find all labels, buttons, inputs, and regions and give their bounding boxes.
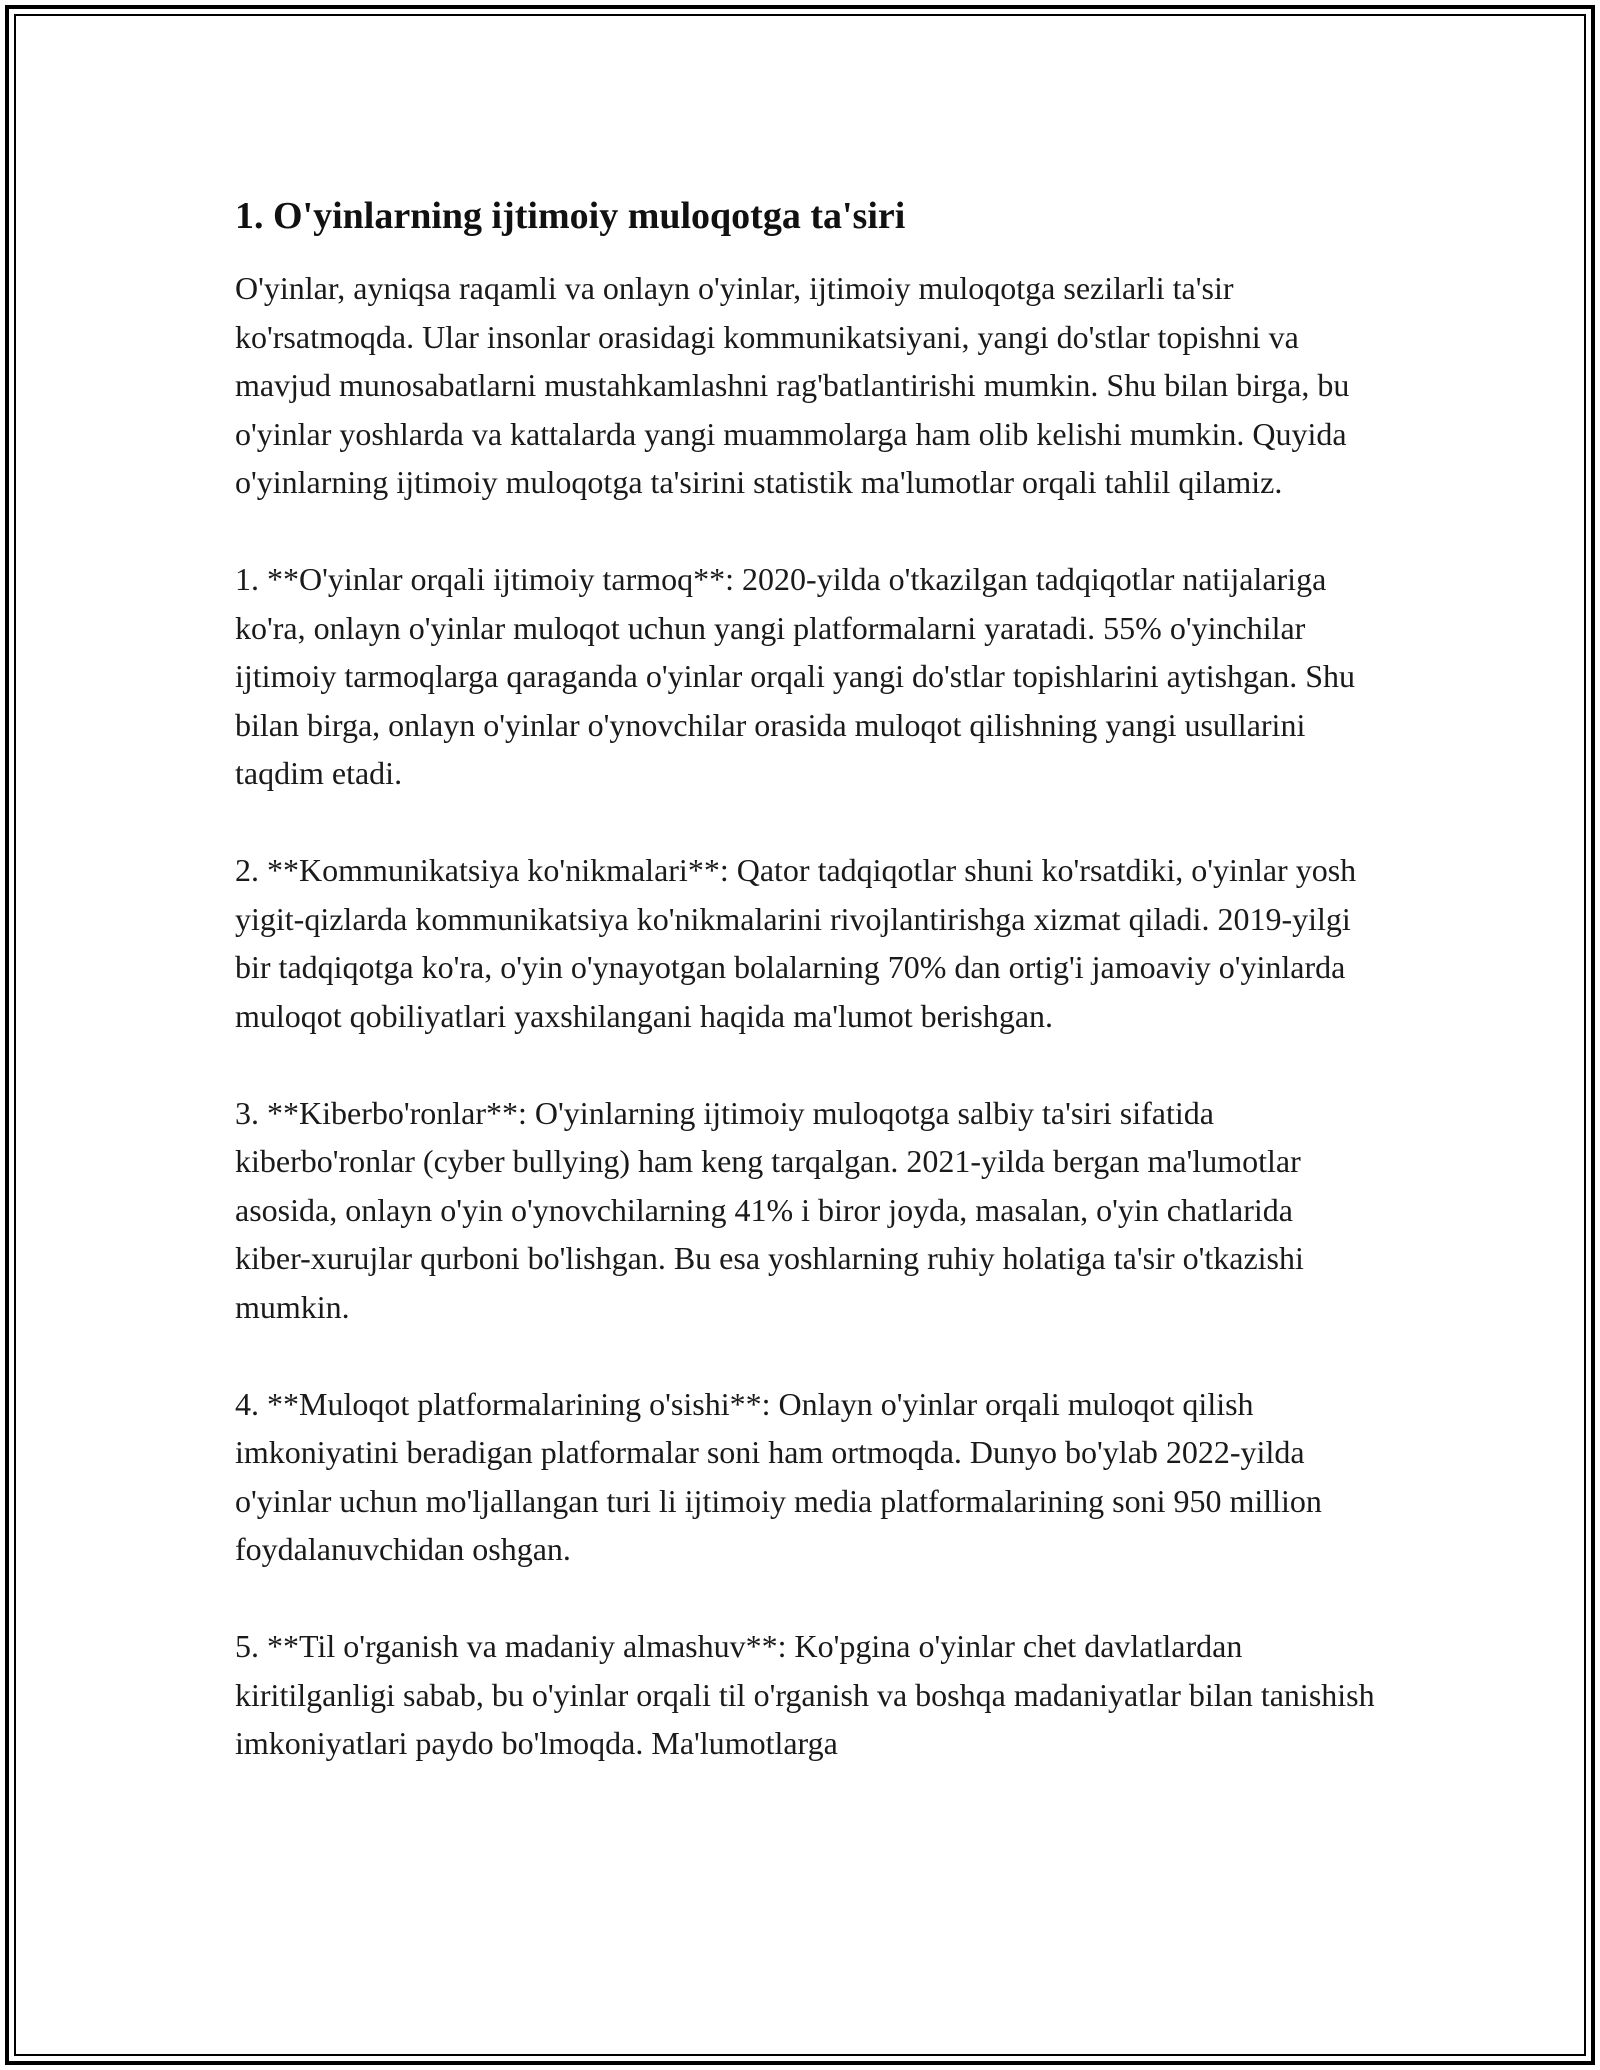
list-item-platform-growth: 4. **Muloqot platformalarining o'sishi**: Onlayn o'yinlar orqali muloqot qilish imkoniyatini beradigan platformalar soni ham ortmoqda. Dunyo bo'ylab 2022-yilda o'yinlar uchun mo'ljallangan turi li ijtimoiy media platformalarining soni 950 million foydalanuvchidan oshgan. — [235, 1385, 1322, 1567]
list-item-social-network: 1. **O'yinlar orqali ijtimoiy tarmoq**: 2020-yilda o'tkazilgan tadqiqotlar natijalariga ko'ra, onlayn o'yinlar muloqot uchun yangi platformalarni yaratadi. 55% o'yinchilar ijtimoiy tarmoqlarga qaraganda o'yinlar orqali yangi do'stlar topishlarini aytishgan. Shu bilan birga, onlayn o'yinlar o'ynovchilar orasida muloqot qilishning yangi usullarini taqdim etadi. — [235, 561, 1356, 791]
list-item-cyberbullying: 3. **Kiberbo'ronlar**: O'yinlarning ijtimoiy muloqotga salbiy ta'siri sifatida kiberbo'ronlar (cyber bullying) ham keng tarqalgan. 2021-yilda bergan ma'lumotlar asosida, onlayn o'yin o'ynovchilarning 41% i biror joyda, masalan, o'yin chatlarida kiber-xurujlar qurboni bo'lishgan. Bu esa yoshlarning ruhiy holatiga ta'sir o'tkazishi mumkin. — [235, 1094, 1304, 1325]
section-heading: 1. O'yinlarning ijtimoiy muloqotga ta'siri — [235, 195, 906, 237]
list-item-language-culture: 5. **Til o'rganish va madaniy almashuv**: Ko'pgina o'yinlar chet davlatlardan kiritilganligi sabab, bu o'yinlar orqali til o'rganish va boshqa madaniyatlar bilan tanishish imkoniyatlari paydo bo'lmoqda. Ma'lumotlarga — [235, 1628, 1375, 1761]
list-item-communication-skills: 2. **Kommunikatsiya ko'nikmalari**: Qator tadqiqotlar shuni ko'rsatdiki, o'yinlar yosh yigit-qizlarda kommunikatsiya ko'nikmalarini rivojlantirishga xizmat qiladi. 2019-yilgi bir tadqiqotga ko'ra, o'yin o'ynayotgan bolalarning 70% dan ortig'i jamoaviy o'yinlarda muloqot qobiliyatlari yaxshilangani haqida ma'lumot berishgan. — [235, 852, 1357, 1034]
intro-paragraph: O'yinlar, ayniqsa raqamli va onlayn o'yinlar, ijtimoiy muloqotga sezilarli ta'sir ko'rsatmoqda. Ular insonlar orasidagi kommunikatsiyani, yangi do'stlar topishni va mavjud munosabatlarni mustahkamlashni rag'batlantirishi mumkin. Shu bilan birga, bu o'yinlar yoshlarda va kattalarda yangi muammolarga ham olib kelishi mumkin. Quyida o'yinlarning ijtimoiy muloqotga ta'sirini statistik ma'lumotlar orqali tahlil qilamiz. — [235, 270, 1350, 500]
document-body — [235, 184, 1375, 1768]
